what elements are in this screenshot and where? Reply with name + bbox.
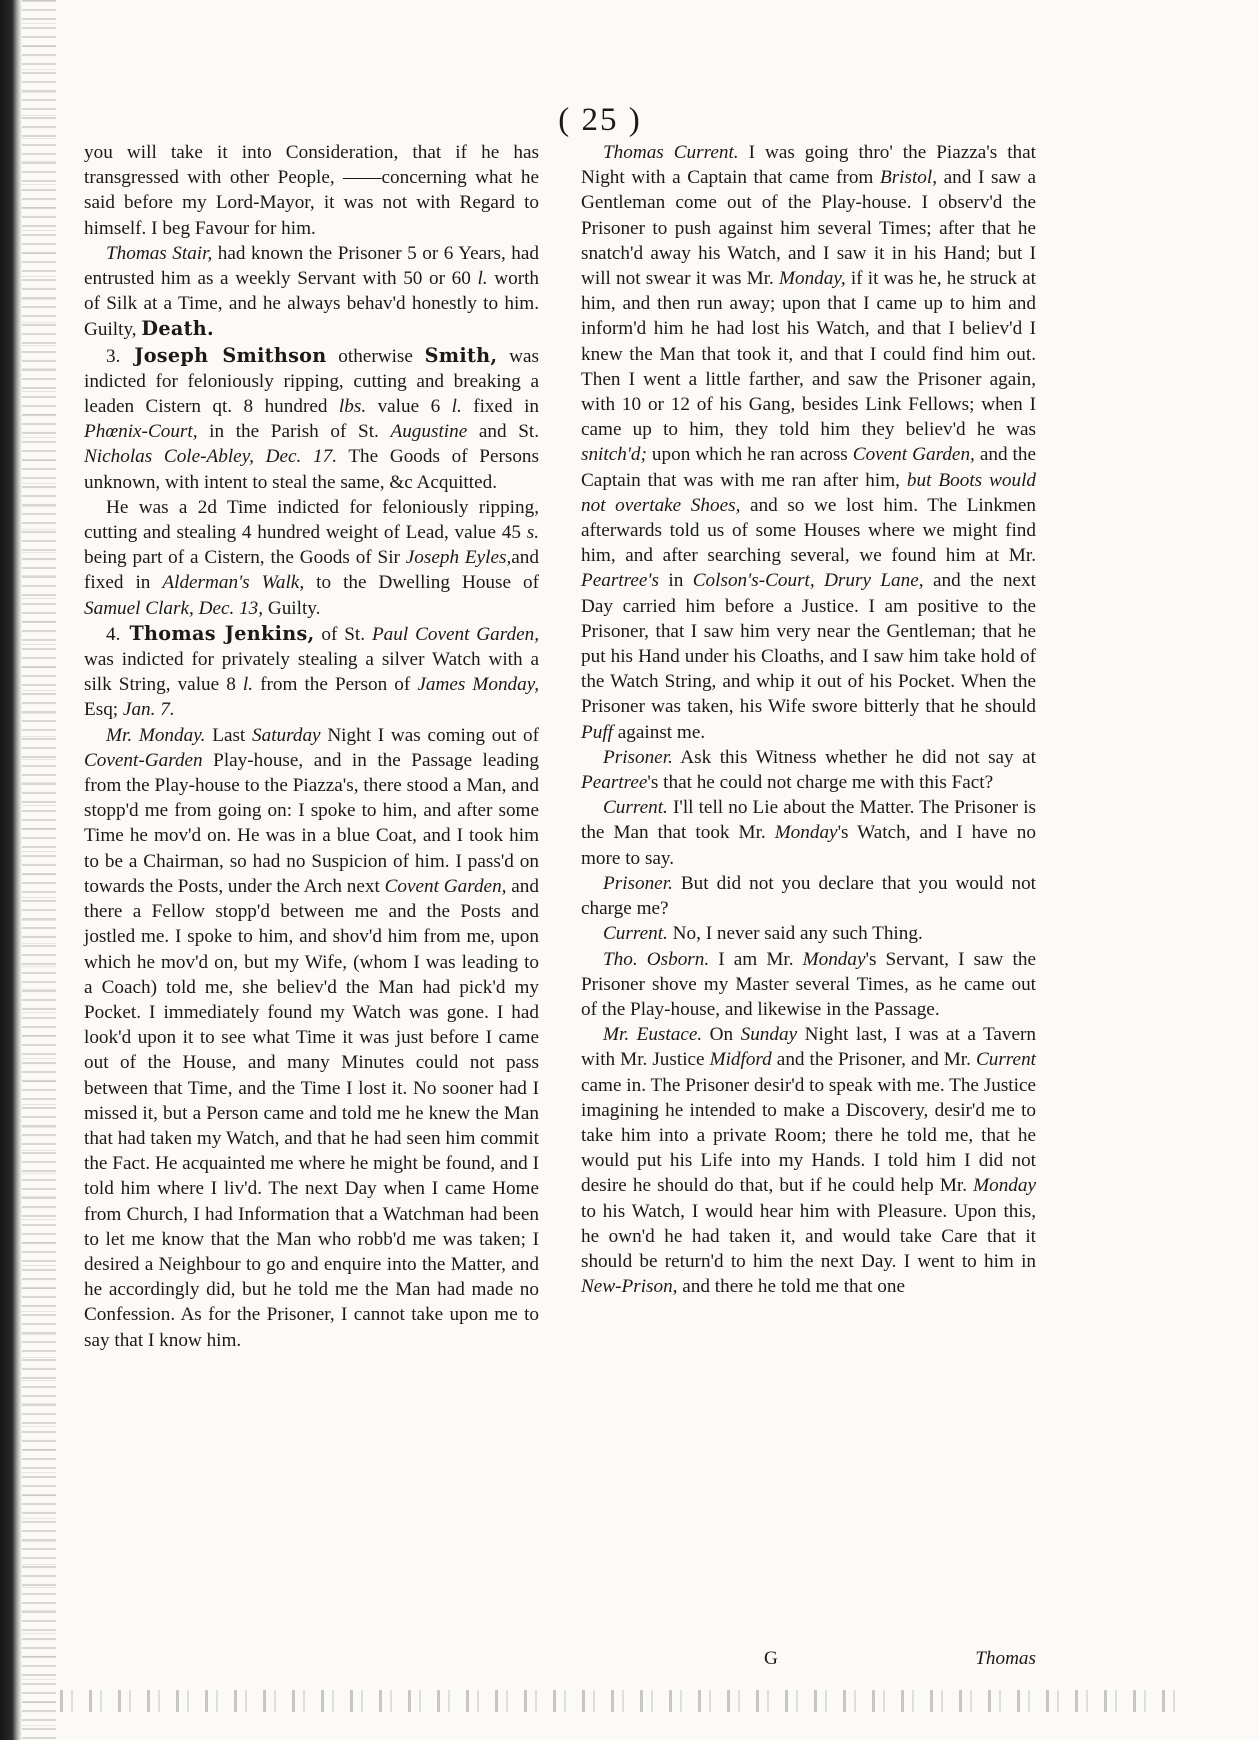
currency-unit: s.	[526, 522, 539, 544]
person-name: Joseph Eyles,	[405, 547, 512, 569]
person-name: Monday	[774, 822, 838, 844]
verdict: Death.	[141, 317, 214, 341]
paragraph	[84, 495, 539, 621]
paragraph-text: was indicted for privately stealing a silver Watch with a silk String, value 8	[84, 649, 539, 696]
person-name: James Monday,	[417, 674, 539, 696]
person-name: Midford	[709, 1049, 772, 1071]
speaker-name: Prisoner.	[603, 872, 673, 894]
place-name: Covent Garden,	[384, 875, 507, 897]
paragraph-text: He was a 2d Time indicted for feloniously ripping, cutting and stealing 4 hundred weight of Lead, value 45	[84, 496, 539, 544]
right-column	[581, 140, 1036, 1299]
paragraph-text: Ask this Witness whether he did not say at	[672, 746, 1036, 768]
paragraph-text: Play-house, and in the Passage leading from the Play-house to the Piazza's, there stood a Man, and stopp'd me from going on: I spoke to him, and after some Time he mov'd on. He was in a blue Coat, and I took him to be a Chairman, so had no Suspicion of him. I pass'd on towards the Posts, under the Arch next	[84, 749, 539, 897]
paragraph-text: and there he told me that one	[677, 1276, 905, 1298]
paragraph-text: in	[659, 570, 693, 592]
person-name: Current	[975, 1049, 1036, 1071]
place-name: Phœnix-Court,	[84, 421, 198, 443]
paragraph	[581, 140, 1036, 745]
paragraph-text: 's Servant, I saw the Prisoner shove my Master several Times, as he came out of the Play-house, and likewise in the Passage.	[581, 948, 1036, 1020]
currency-unit: l.	[477, 268, 488, 290]
day-name: Sunday	[740, 1024, 798, 1046]
paragraph	[581, 795, 1036, 871]
paragraph-text: otherwise	[326, 345, 425, 367]
person-name: Monday	[802, 948, 866, 970]
paragraph-text: Guilty.	[263, 597, 321, 619]
person-name: Peartree's	[581, 570, 659, 592]
slang-term: snitch'd;	[581, 444, 647, 466]
paragraph-text: and there a Fellow stopp'd between me and the Posts and jostled me. I spoke to him, and shov'd him from me, upon which he mov'd on, but my Wife, (whom I was leading to a Coach) told me, she believ'd the Man had pick'd my Pocket. I immediately found my Watch was gone. I had look'd upon it to see what Time it was just before I came out of the House, and many Minutes could not pass between that Time, and the Time I lost it. No sooner had I missed it, but a Person came and told me he knew the Man that had taken my Watch, and that he had seen him commit the Fact. He acquainted me where he might be found, and I told him where I liv'd. The next Day when I came Home from Church, I had Information that a Watchman had been to let me know that the Man who robb'd me was taken; I desired a Neighbour to go and enquire into the Matter, and he accordingly did, but he told me the Man had made no Confession. As for the Prisoner, I cannot take upon me to say that I know him.	[84, 875, 539, 1351]
person-name: Monday	[973, 1175, 1036, 1197]
date: Jan. 7.	[122, 699, 175, 721]
paragraph-text: I was going thro' the Piazza's that Night with a Captain that came from	[581, 142, 1036, 189]
currency-unit: l.	[242, 674, 254, 696]
person-name: Peartree	[581, 772, 648, 794]
paragraph-text: you will take it into Consideration, that if he has transgressed with other People, ——concerning what he said before my Lord-Mayor, it was not with Regard to himself. I beg Favour for him.	[84, 142, 539, 239]
speaker-name: Prisoner.	[603, 746, 673, 768]
paragraph-text: and so we lost him. The Linkmen afterwards told us of some Houses where we might find him, and after searching several, we found him at Mr.	[581, 494, 1036, 567]
weight-unit: lbs.	[338, 396, 367, 418]
paragraph	[84, 241, 539, 343]
bottom-scan-noise	[60, 1690, 1190, 1712]
parish-name: Augustine	[390, 421, 468, 443]
date: Dec. 17.	[253, 446, 337, 468]
paragraph-text: if it was he, he struck at him, and then run away; upon that I came up to him and inform'd him he had lost his Watch, and that I believ'd I knew the Man that took it, and that I could find him out. Then I went a little farther, and saw the Prisoner again, with 10 or 12 of his Gang, besides Link Fellows; when I came up to him, they told him they believ'd he was	[581, 268, 1036, 441]
place-name: New-Prison,	[581, 1276, 678, 1298]
paragraph-text: No, I never said any such Thing.	[667, 923, 923, 945]
paragraph-text: and St.	[467, 421, 539, 443]
paragraph-text: I am Mr.	[709, 948, 803, 970]
paragraph-text: and the Captain that was with me ran after him,	[581, 444, 1036, 491]
paragraph-text: and fixed in	[84, 547, 539, 594]
day-name: Saturday	[252, 724, 321, 746]
slang-term: Puff	[581, 721, 613, 743]
paragraph-text: from the Person of	[253, 674, 418, 696]
signature-mark: G	[764, 1648, 778, 1669]
speaker-name: Tho. Osborn.	[603, 948, 710, 970]
paragraph-text: and the next Day carried him before a Justice. I am positive to the Prisoner, that I saw him very near the Gentleman; that he put his Hand under his Cloaths, and I saw him take hold of the Watch String, and whip it out of his Pocket. When the Prisoner was taken, his Wife swore bitterly that he should	[581, 570, 1036, 718]
paragraph-text: in the Parish of St.	[197, 421, 391, 443]
paragraph-text: was indicted for feloniously ripping, cutting and breaking a leaden Cistern qt. 8 hundred	[84, 345, 539, 418]
paragraph	[84, 723, 539, 1353]
witness-name: Thomas Stair,	[106, 242, 213, 264]
paragraph	[581, 745, 1036, 795]
place-name: Alderman's Walk,	[162, 572, 305, 594]
defendant-name: Joseph Smithson	[120, 343, 327, 367]
paragraph-text: to the Dwelling House of	[304, 572, 539, 594]
paragraph-text: Night last, I was at a Tavern with Mr. Justice	[581, 1024, 1036, 1071]
paragraph-text: 's that he could not charge me with this Fact?	[647, 772, 994, 794]
speaker-name: Mr. Monday.	[106, 724, 206, 746]
paragraph-text: of St.	[314, 623, 372, 645]
case-number: 4.	[106, 623, 121, 645]
paragraph-text: and the Prisoner, and Mr.	[771, 1049, 976, 1071]
paragraph-text: had known the Prisoner 5 or 6 Years, had entrusted him as a weekly Servant with 50 or 60	[84, 242, 539, 290]
date: Dec. 13,	[193, 597, 264, 619]
person-name: Monday,	[779, 268, 846, 290]
defendant-alias: Smith,	[424, 343, 498, 367]
defendant-name: Thomas Jenkins,	[120, 621, 315, 645]
paragraph	[84, 140, 539, 241]
paragraph	[84, 621, 539, 723]
speaker-name: Mr. Eustace.	[603, 1024, 703, 1046]
left-column	[84, 140, 539, 1353]
place-name: Bristol,	[879, 167, 938, 189]
paragraph-text: Esq;	[84, 699, 123, 721]
page-number: ( 25 )	[558, 102, 642, 138]
paragraph-text: worth of Silk at a Time, and he always behav'd honestly to him. Guilty,	[84, 268, 540, 341]
paragraph-text: Night I was coming out of	[320, 724, 539, 746]
binding-edge	[0, 0, 22, 1740]
paragraph	[581, 1022, 1036, 1299]
paragraph-text: value 6	[366, 396, 452, 418]
place-name: Colson's-Court, Drury Lane,	[692, 570, 924, 592]
paragraph-text: I'll tell no Lie about the Matter. The Prisoner is the Man that took Mr.	[581, 797, 1036, 844]
parish-name: Paul Covent Garden,	[371, 623, 539, 645]
paragraph-text: But did not you declare that you would not charge me?	[581, 872, 1036, 920]
paragraph-text: came in. The Prisoner desir'd to speak with me. The Justice imagining he intended to make a Discovery, desir'd me to take him into a private Room; there he told me, that he would put his Life into my Hands. I told him I did not desire he should do that, but if he could help Mr.	[581, 1074, 1036, 1197]
paragraph	[581, 947, 1036, 1023]
speaker-name: Current.	[603, 797, 668, 819]
saying: but Boots would not overtake Shoes,	[581, 469, 1037, 516]
paragraph	[581, 871, 1036, 921]
case-number: 3.	[106, 345, 121, 367]
speaker-name: Current.	[603, 923, 668, 945]
paragraph-text: Last	[205, 724, 252, 746]
paragraph-text: and I saw a Gentleman come out of the Play-house. I observ'd the Prisoner to push against him several Times; after that he snatch'd away his Watch, and I saw it in his Hand; but I will not swear it was Mr.	[581, 167, 1037, 290]
catchword: Thomas	[975, 1648, 1036, 1669]
paragraph-text: to his Watch, I would hear him with Pleasure. Upon this, he own'd he had taken it, and would take Care that it should be return'd to him the next Day. I went to him in	[581, 1200, 1036, 1272]
page-footer	[581, 1648, 1036, 1674]
paragraph-text: being part of a Cistern, the Goods of Sir	[84, 547, 406, 569]
speaker-name: Thomas Current.	[603, 142, 739, 163]
paragraph	[84, 343, 539, 495]
person-name: Samuel Clark,	[84, 597, 194, 619]
paragraph-text: On	[702, 1024, 741, 1046]
place-name: Covent-Garden	[84, 749, 203, 771]
binding-shadow	[22, 0, 56, 1740]
currency-unit: l.	[451, 396, 462, 418]
place-name: Covent Garden,	[852, 444, 975, 466]
paragraph-text: fixed in	[461, 396, 539, 418]
paragraph-text: against me.	[612, 721, 706, 743]
paragraph	[581, 921, 1036, 946]
paragraph-text: The Goods of Persons unknown, with intent to steal the same, &c Acquitted.	[84, 446, 539, 493]
paragraph-text: upon which he ran across	[646, 444, 853, 466]
parish-name: Nicholas Cole-Abley,	[84, 446, 254, 468]
paragraph-text: 's Watch, and I have no more to say.	[581, 822, 1036, 869]
